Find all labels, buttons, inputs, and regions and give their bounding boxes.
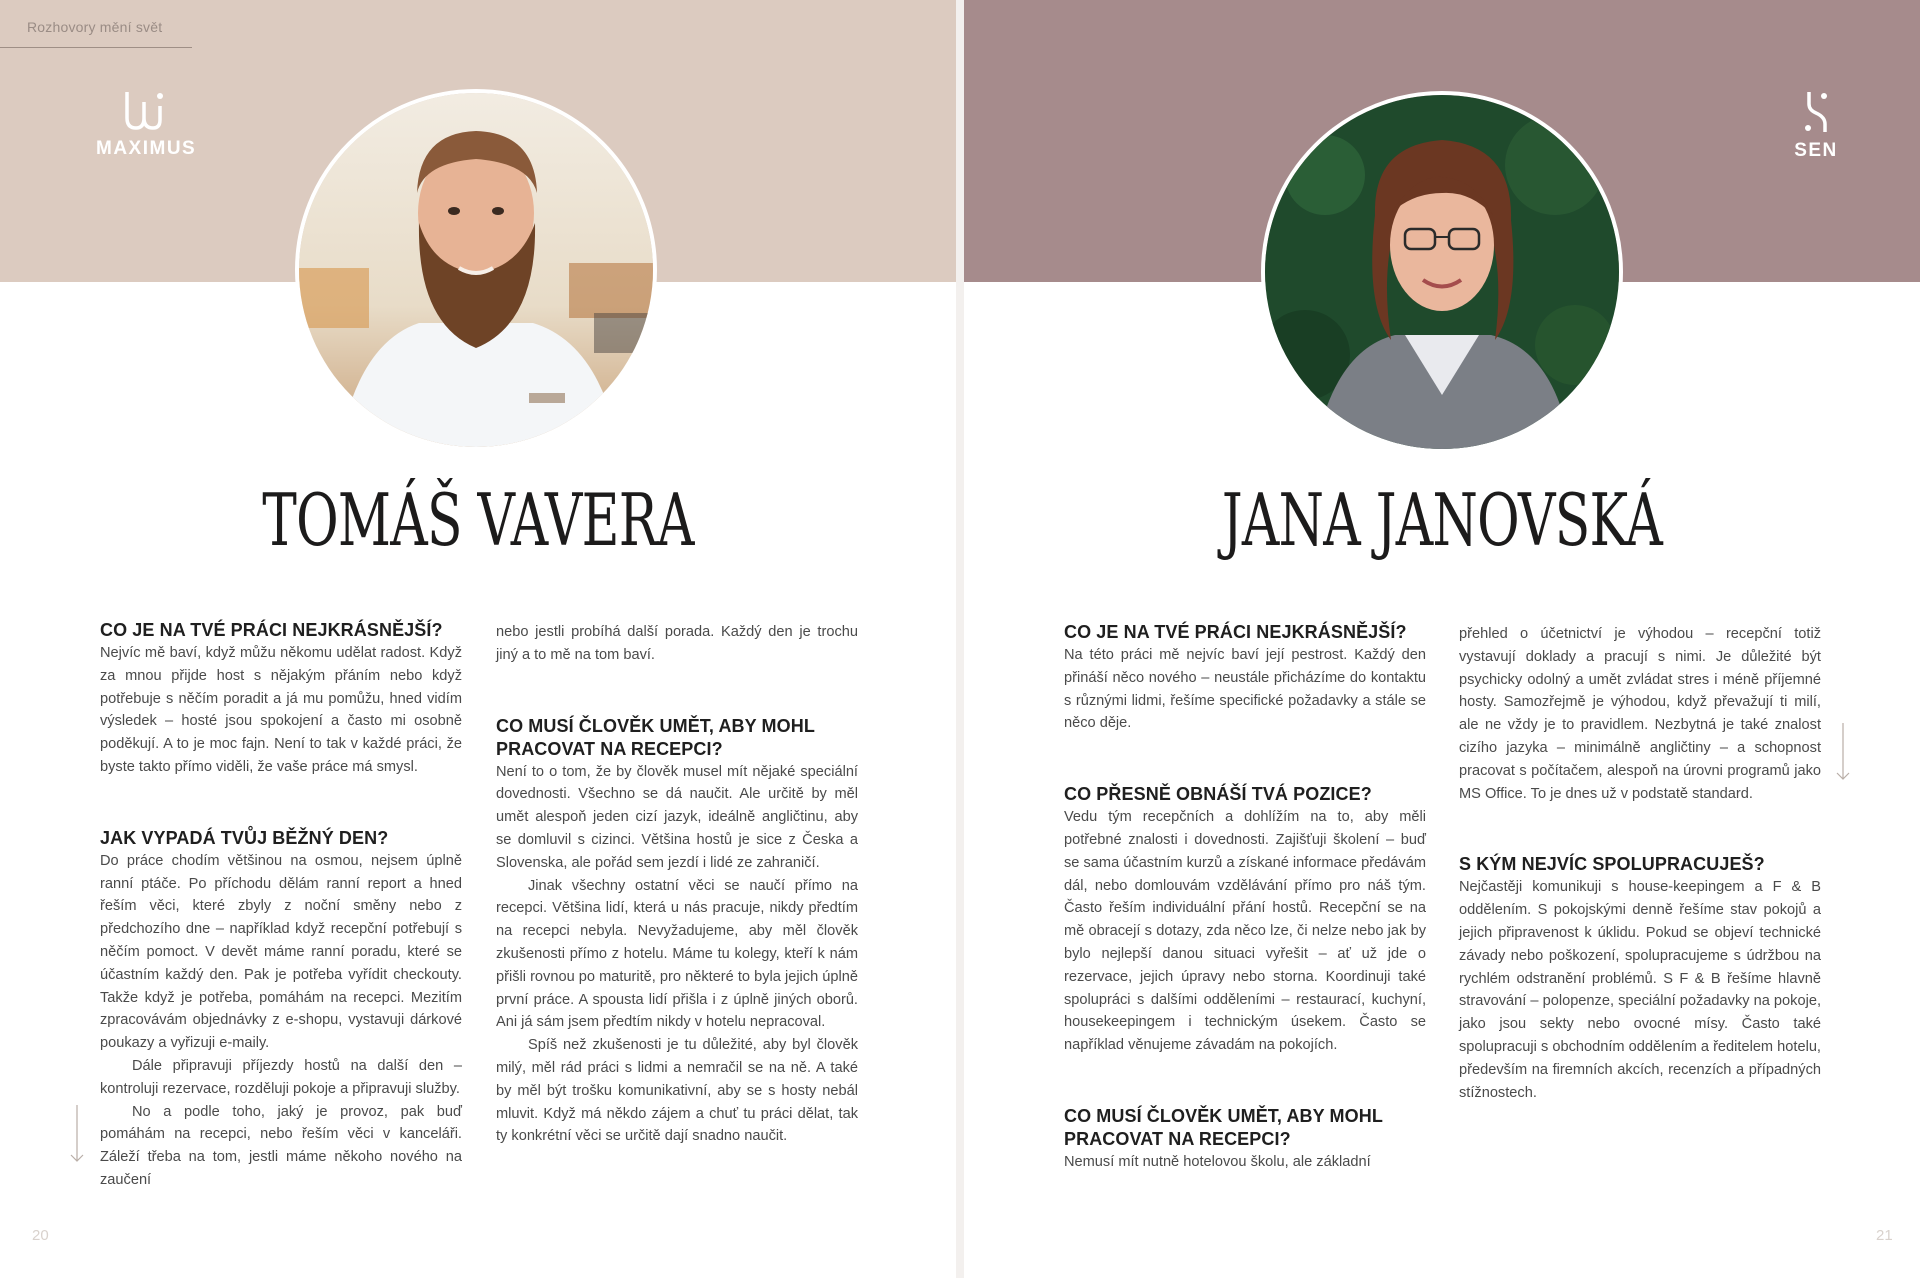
answer-text: Na této práci mě nejvíc baví její pestrost. Každý den přináší něco nového – neustále přicházíme do kontaktu s různými lidmi, řešíme specifické požadavky a stále se něco děje. [1064,647,1426,732]
page-number: 20 [32,1227,49,1244]
answer-text: Nejčastěji komunikuji s house-keepingem a F & B oddělením. S pokojskými denně řešíme stav pokojů a jejich připravenost k úklidu. Pokud se objeví technické závady nebo poškození, spolupracujeme s údržbou na rychlém odstranění problémů. S F & B řešíme hlavně stravování – polopenze, speciální požadavky na pokoje, jako jsou sekty nebo ovocné mísy. Často také spolupracuji s obchodním oddělením a ředitelem hotelu, především na firemních akcích, recenzích a případných stížnostech. [1459,879,1821,1101]
answer-text: No a podle toho, jaký je provoz, pak buď pomáhám na recepci, nebo řeším věci v kanceláři. Záleží třeba na tom, jestli máme někoho nového na zaučení [100,1103,462,1188]
arrow-down-icon [1836,723,1850,781]
right-page [964,0,1920,1278]
section-rule [0,47,192,48]
person-name: JANA JANOVSKÁ [1221,478,1663,562]
answer-text: Spíš než zkušenosti je tu důležité, aby byl člověk milý, měl rád práci s lidmi a nemračil se na ně. A také by měl být trošku komunikativní, aby se s hosty nebál mluvit. Když má někdo zájem a chuť tu práci dělat, tak ty konkrétní věci se určitě dají snadno naučit. [496,1037,858,1145]
answer-text: Dále připravuji příjezdy hostů na další den – kontroluji rezervace, rozděluji pokoje a připravuji služby. [100,1057,462,1097]
answer-text: nebo jestli probíhá další porada. Každý den je trochu jiný a to mě na tom baví. [496,624,858,663]
question-heading: CO MUSÍ ČLOVĚK UMĚT, ABY MOHL PRACOVAT NA RECEPCI? [496,715,815,759]
question-heading: CO JE NA TVÉ PRÁCI NEJKRÁSNĚJŠÍ? [100,620,443,640]
maximus-logo-icon [123,88,169,134]
answer-text: Do práce chodím většinou na osmou, nejsem úplně ranní ptáče. Po příchodu dělám ranní report a hned řeším věci, které zbyly z noční směny nebo z předchozího dne – například když recepční potřebují s něčím pomoct. V devět máme ranní poradu, které se účastním každý den. Pak je potřeba vyřídit checkouty. Takže když je potřeba, pomáhám na recepci. Mezitím zpracovávám objednávky z e-shopu, vystavuji dárkové poukazy a vyřizuji e-maily. [100,852,462,1052]
right-column-1 [1064,621,1426,1174]
left-page [0,0,956,1278]
answer-text: Není to o tom, že by člověk musel mít nějaké speciální dovednosti. Všechno se dá naučit. Ale určitě by měl umět alespoň jeden cizí jazyk, ideálně angličtinu, aby se domluvil s cizinci. Většina hostů je sice z Česka a Slovenska, ale pořád sem jezdí i lidé ze zahraničí. [496,763,858,871]
portrait-photo [299,93,653,447]
page-number: 21 [1876,1227,1893,1244]
sen-logo-text: SEN [1794,140,1838,161]
question-heading: CO PŘESNĚ OBNÁŠÍ TVÁ POZICE? [1064,784,1372,805]
person-name: TOMÁŠ VAVERA [262,478,694,562]
gutter [956,0,964,1278]
maximus-logo [96,88,196,160]
sen-logo [1776,88,1856,162]
question-heading: CO MUSÍ ČLOVĚK UMĚT, ABY MOHL PRACOVAT NA RECEPCI? [1064,1105,1383,1149]
portrait-jana-janovska [1261,91,1623,453]
answer-text: Nemusí mít nutně hotelovou školu, ale základní [1064,1153,1371,1170]
arrow-down-icon [70,1105,84,1163]
answer-text: Vedu tým recepčních a dohlížím na to, aby měli potřebné znalosti i dovednosti. Zajišťuji školení – buď se sama účastním kurzů a získané informace předávám dál, nebo domlouvám vzdělávání přímo pro náš tým. Často řeším individuální přání hostů. Recepční se na mě obracejí s dotazy, zda něco lze, či nelze nebo jak by bylo nejlepší danou situaci vyřešit – ať už jde o rezervace, jejich úpravy nebo storna. Koordinuji také spolupráci s dalšími odděleními – restaurací, kuchyní, housekeepingem i technickým úsekem. Často se například věnujeme závadám na pokojích. [1064,809,1426,1054]
answer-text: přehled o účetnictví je výhodou – recepční totiž vystavují doklady a pracují s nimi. Je důležité být psychicky odolný a umět zvládat stres i méně příjemné hosty. Samozřejmě je výhodou, když převažují ti milí, ale ne vždy je to pravidlem. Nezbytná je také znalost cizího jazyka – minimálně angličtiny – a schopnost pracovat s počítačem, alespoň na úrovni programů jako MS Office. To je dnes už v podstatě standard. [1459,626,1821,802]
left-column-1 [100,619,462,1192]
section-label: Rozhovory mění svět [27,19,163,35]
maximus-logo-text: MAXIMUS [96,138,197,159]
question-heading: S KÝM NEJVÍC SPOLUPRACUJEŠ? [1459,854,1765,875]
portrait-tomas-vavera [295,89,657,451]
right-column-2 [1459,623,1821,1104]
portrait-photo [1265,95,1619,449]
question-heading: CO JE NA TVÉ PRÁCI NEJKRÁSNĚJŠÍ? [1064,622,1407,642]
answer-text: Nejvíc mě baví, když můžu někomu udělat radost. Když za mnou přijde host s nějakým přáním nebo když potřebuje s něčím poradit a já mu pomůžu, hned vidím výsledek – hosté jsou spokojení a často mi osobně poděkují. A to je moc fajn. Není to tak v každé práci, že byste takto přímo viděli, že vaše práce má smysl. [100,645,462,775]
sen-logo-icon [1799,88,1833,136]
left-column-2 [496,621,858,1148]
answer-text: Jinak všechny ostatní věci se naučí přímo na recepci. Většina lidí, která u nás pracuje, nikdy předtím na recepci nebyla. Nevyžadujeme, aby měl člověk zkušenosti přímo z hotelu. Máme tu kolegy, kteří k nám přišli rovnou po maturitě, pro některé to byla jejich úplně první práce. A spousta lidí přišla i z úplně jiných oborů. Ani já sám jsem předtím nikdy v hotelu nepracoval. [496,877,858,1031]
question-heading: JAK VYPADÁ TVŮJ BĚŽNÝ DEN? [100,827,389,848]
